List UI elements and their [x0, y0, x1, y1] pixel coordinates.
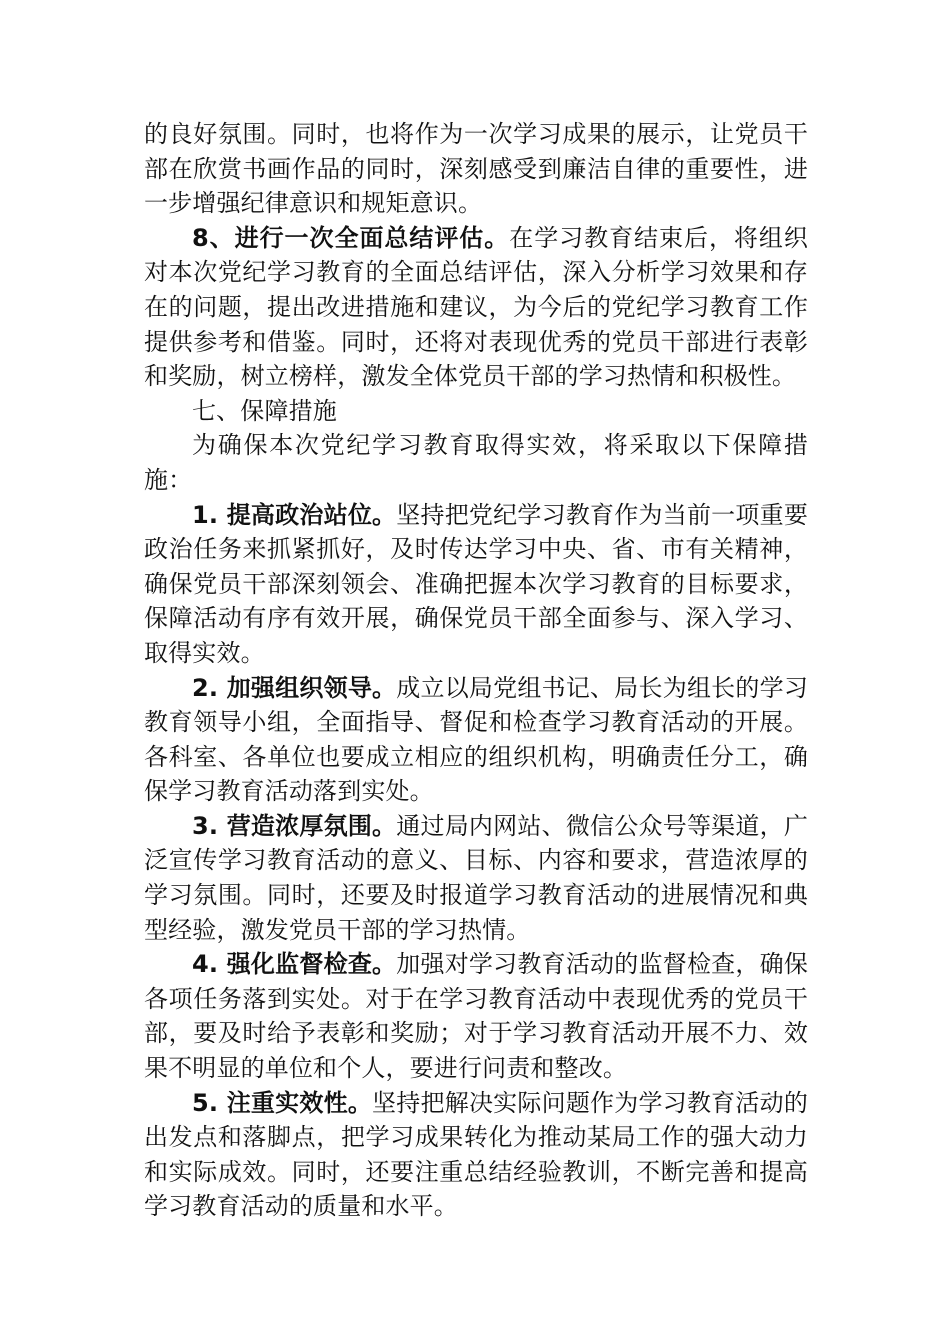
paragraph-lead: 5. 注重实效性。 [192, 1088, 373, 1117]
paragraph-continuation [144, 117, 808, 221]
section-heading-safeguards [144, 394, 808, 429]
paragraph-lead: 2. 加强组织领导。 [192, 673, 397, 702]
paragraph-item-8 [144, 221, 808, 394]
document-body [144, 117, 808, 1224]
paragraph-text: 坚持把党纪学习教育作为当前一项重要政治任务来抓紧抓好，及时传达学习中央、省、市有关精神，确保党员干部深刻领会、准确把握本次学习教育的目标要求，保障活动有序有效开展，确保党员干部全面参与、深入学习、取得实效。 [144, 500, 808, 667]
paragraph-text: 成立以局党组书记、局长为组长的学习教育领导小组，全面指导、督促和检查学习教育活动的开展。各科室、各单位也要成立相应的组织机构，明确责任分工，确保学习教育活动落到实处。 [144, 673, 808, 806]
paragraph-text: 的良好氛围。同时，也将作为一次学习成果的展示，让党员干部在欣赏书画作品的同时，深刻感受到廉洁自律的重要性，进一步增强纪律意识和规矩意识。 [144, 120, 808, 218]
paragraph-item-2 [144, 671, 808, 809]
paragraph-item-4 [144, 947, 808, 1085]
paragraph-lead: 8、进行一次全面总结评估。 [192, 223, 510, 252]
paragraph-intro [144, 428, 808, 497]
paragraph-item-3 [144, 809, 808, 947]
paragraph-lead: 4. 强化监督检查。 [192, 950, 397, 979]
paragraph-text: 在学习教育结束后，将组织对本次党纪学习教育的全面总结评估，深入分析学习效果和存在的问题，提出改进措施和建议，为今后的党纪学习教育工作提供参考和借鉴。同时，还将对表现优秀的党员干部进行表彰和奖励，树立榜样，激发全体党员干部的学习热情和积极性。 [144, 223, 808, 391]
section-heading-text: 七、保障措施 [192, 396, 337, 425]
paragraph-item-5 [144, 1086, 808, 1224]
paragraph-lead: 1. 提高政治站位。 [192, 500, 397, 529]
paragraph-item-1 [144, 498, 808, 671]
paragraph-text: 坚持把解决实际问题作为学习教育活动的出发点和落脚点，把学习成果转化为推动某局工作的强大动力和实际成效。同时，还要注重总结经验教训，不断完善和提高学习教育活动的质量和水平。 [144, 1088, 808, 1221]
paragraph-lead: 3. 营造浓厚氛围。 [192, 811, 397, 840]
paragraph-text: 为确保本次党纪学习教育取得实效，将采取以下保障措施： [144, 431, 808, 494]
paragraph-text: 加强对学习教育活动的监督检查，确保各项任务落到实处。对于在学习教育活动中表现优秀的党员干部，要及时给予表彰和奖励；对于学习教育活动开展不力、效果不明显的单位和个人，要进行问责和整改。 [144, 950, 808, 1083]
paragraph-text: 通过局内网站、微信公众号等渠道，广泛宣传学习教育活动的意义、目标、内容和要求，营造浓厚的学习氛围。同时，还要及时报道学习教育活动的进展情况和典型经验，激发党员干部的学习热情。 [144, 811, 808, 944]
